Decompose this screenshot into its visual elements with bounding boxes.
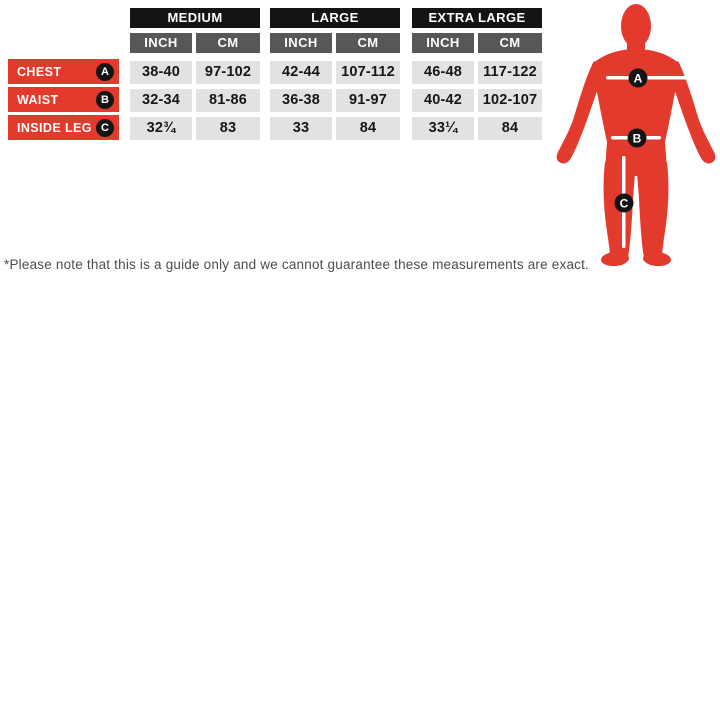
unit-header-cm: CM [336,33,400,53]
row-label-inside-leg [8,115,119,140]
figure-right-leg [637,162,668,257]
unit-header-cm: CM [478,33,542,53]
size-group-medium [130,8,260,145]
figure-marker-a-label: A [633,71,643,86]
body-measurement-figure [552,2,718,273]
table-row [130,61,260,84]
size-header-extra-large: EXTRA LARGE [412,8,542,28]
row-label-chest-text: CHEST [17,64,62,79]
size-group-large [270,8,400,145]
cell-xl-waist-cm: 102-107 [478,89,542,112]
row-label-waist-text: WAIST [17,92,59,107]
unit-header-inch: INCH [270,33,332,53]
cell-medium-waist-cm: 81-86 [196,89,260,112]
cell-medium-chest-cm: 97-102 [196,61,260,84]
marker-badge-a: A [96,63,114,81]
cell-xl-insideleg-inch: 33¼ [412,117,474,140]
unit-header-inch: INCH [130,33,192,53]
cell-xl-insideleg-cm: 84 [478,117,542,140]
table-row [270,117,400,140]
table-row [270,89,400,112]
marker-badge-b: B [96,91,114,109]
figure-torso [592,49,680,176]
size-group-extra-large [412,8,542,145]
table-row [412,61,542,84]
figure-marker-c-label: C [619,196,629,211]
cell-large-waist-inch: 36-38 [270,89,332,112]
cell-large-waist-cm: 91-97 [336,89,400,112]
cell-medium-waist-inch: 32-34 [130,89,192,112]
cell-large-insideleg-inch: 33 [270,117,332,140]
figure-left-arm [557,61,605,163]
row-label-inside-leg-text: INSIDE LEG [17,120,92,135]
table-row [130,89,260,112]
body-silhouette [552,2,718,268]
size-header-large: LARGE [270,8,400,28]
table-row [270,61,400,84]
cell-xl-chest-inch: 46-48 [412,61,474,84]
cell-xl-waist-inch: 40-42 [412,89,474,112]
table-row [130,117,260,140]
table-row [412,117,542,140]
footnote: *Please note that this is a guide only and we cannot guarantee these measurements are exact. [4,257,590,272]
row-label-waist [8,87,119,112]
cell-medium-insideleg-cm: 83 [196,117,260,140]
cell-large-chest-cm: 107-112 [336,61,400,84]
row-label-chest [8,59,119,84]
figure-marker-b-label: B [632,131,642,146]
unit-header-row [270,33,400,53]
table-row [412,89,542,112]
cell-large-chest-inch: 42-44 [270,61,332,84]
cell-medium-insideleg-inch: 32¾ [130,117,192,140]
unit-header-cm: CM [196,33,260,53]
cell-large-insideleg-cm: 84 [336,117,400,140]
measurement-labels [8,59,119,143]
unit-header-inch: INCH [412,33,474,53]
size-header-medium: MEDIUM [130,8,260,28]
cell-xl-chest-cm: 117-122 [478,61,542,84]
marker-badge-c: C [96,119,114,137]
unit-header-row [130,33,260,53]
cell-medium-chest-inch: 38-40 [130,61,192,84]
unit-header-row [412,33,542,53]
